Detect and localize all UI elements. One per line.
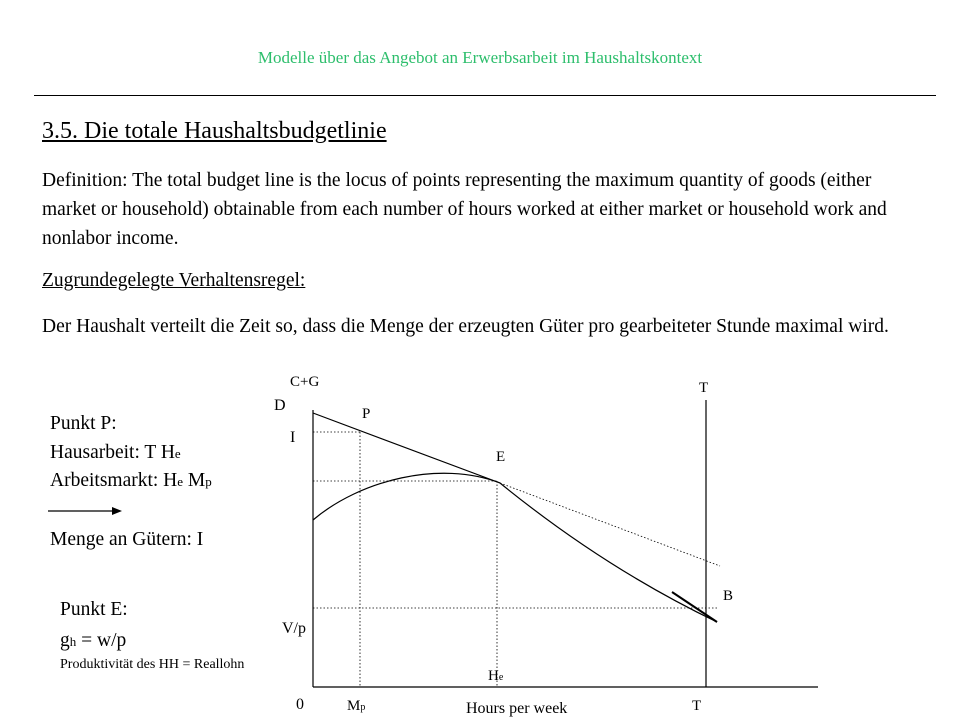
mp-main: M [347,698,361,714]
formula-sub: h [69,634,77,649]
definition-text: Definition: The total budget line is the locus of points representing the maximum quantity of goods (either market or household) obtainable from each number of hours worked at either market or household work and nonlabor income. [42,170,887,249]
tangent-line-dotted [500,483,720,566]
rule-heading: Zugrundegelegte Verhaltensregel: [42,270,306,291]
rule-text: Der Haushalt verteilt die Zeit so, dass die Menge der erzeugten Güter pro gearbeiteter Stunde maximal wird. [42,316,889,337]
section-title: 3.5. Die totale Haushaltsbudgetlinie [42,118,387,144]
arrow-icon [48,507,122,515]
label-t-bottom: T [692,698,702,714]
arbeitsmarkt-sub: e [177,474,184,489]
total-budget-line [313,413,717,622]
he-sub: e [498,672,504,683]
label-t-top: T [699,380,709,396]
arbeitsmarkt-end: M [183,470,206,491]
label-d: D [274,397,286,414]
production-curve [313,473,500,520]
label-e: E [496,449,506,465]
arbeitsmarkt-end-sub: p [205,474,212,489]
mp-sub: p [360,702,366,713]
formula-g: g [60,630,70,651]
slide-header: Modelle über das Angebot an Erwerbsarbeit im Haushaltskontext [257,48,703,67]
x-axis-label: Hours per week [466,700,568,717]
punkt-p-menge: Menge an Gütern: I [50,529,204,550]
label-i: I [290,429,296,446]
y-axis-label: C+G [290,374,320,390]
punkt-p-title: Punkt P: [50,413,117,434]
market-wage-segment [672,592,717,622]
punkt-e-title: Punkt E: [60,599,128,620]
arbeitsmarkt-label: Arbeitsmarkt: H [50,470,178,491]
punkt-e-note: Produktivität des HH = Reallohn [60,657,245,672]
label-mp [347,698,365,714]
label-he [488,668,504,684]
label-b: B [723,588,734,604]
he-main: H [488,668,499,684]
label-origin: 0 [296,696,304,713]
hausarbeit-label: Hausarbeit: T H [50,442,175,463]
label-vp: V/p [282,620,306,637]
label-p: P [362,406,371,422]
hausarbeit-sub: e [174,446,181,461]
formula-eq: = w/p [76,630,127,651]
